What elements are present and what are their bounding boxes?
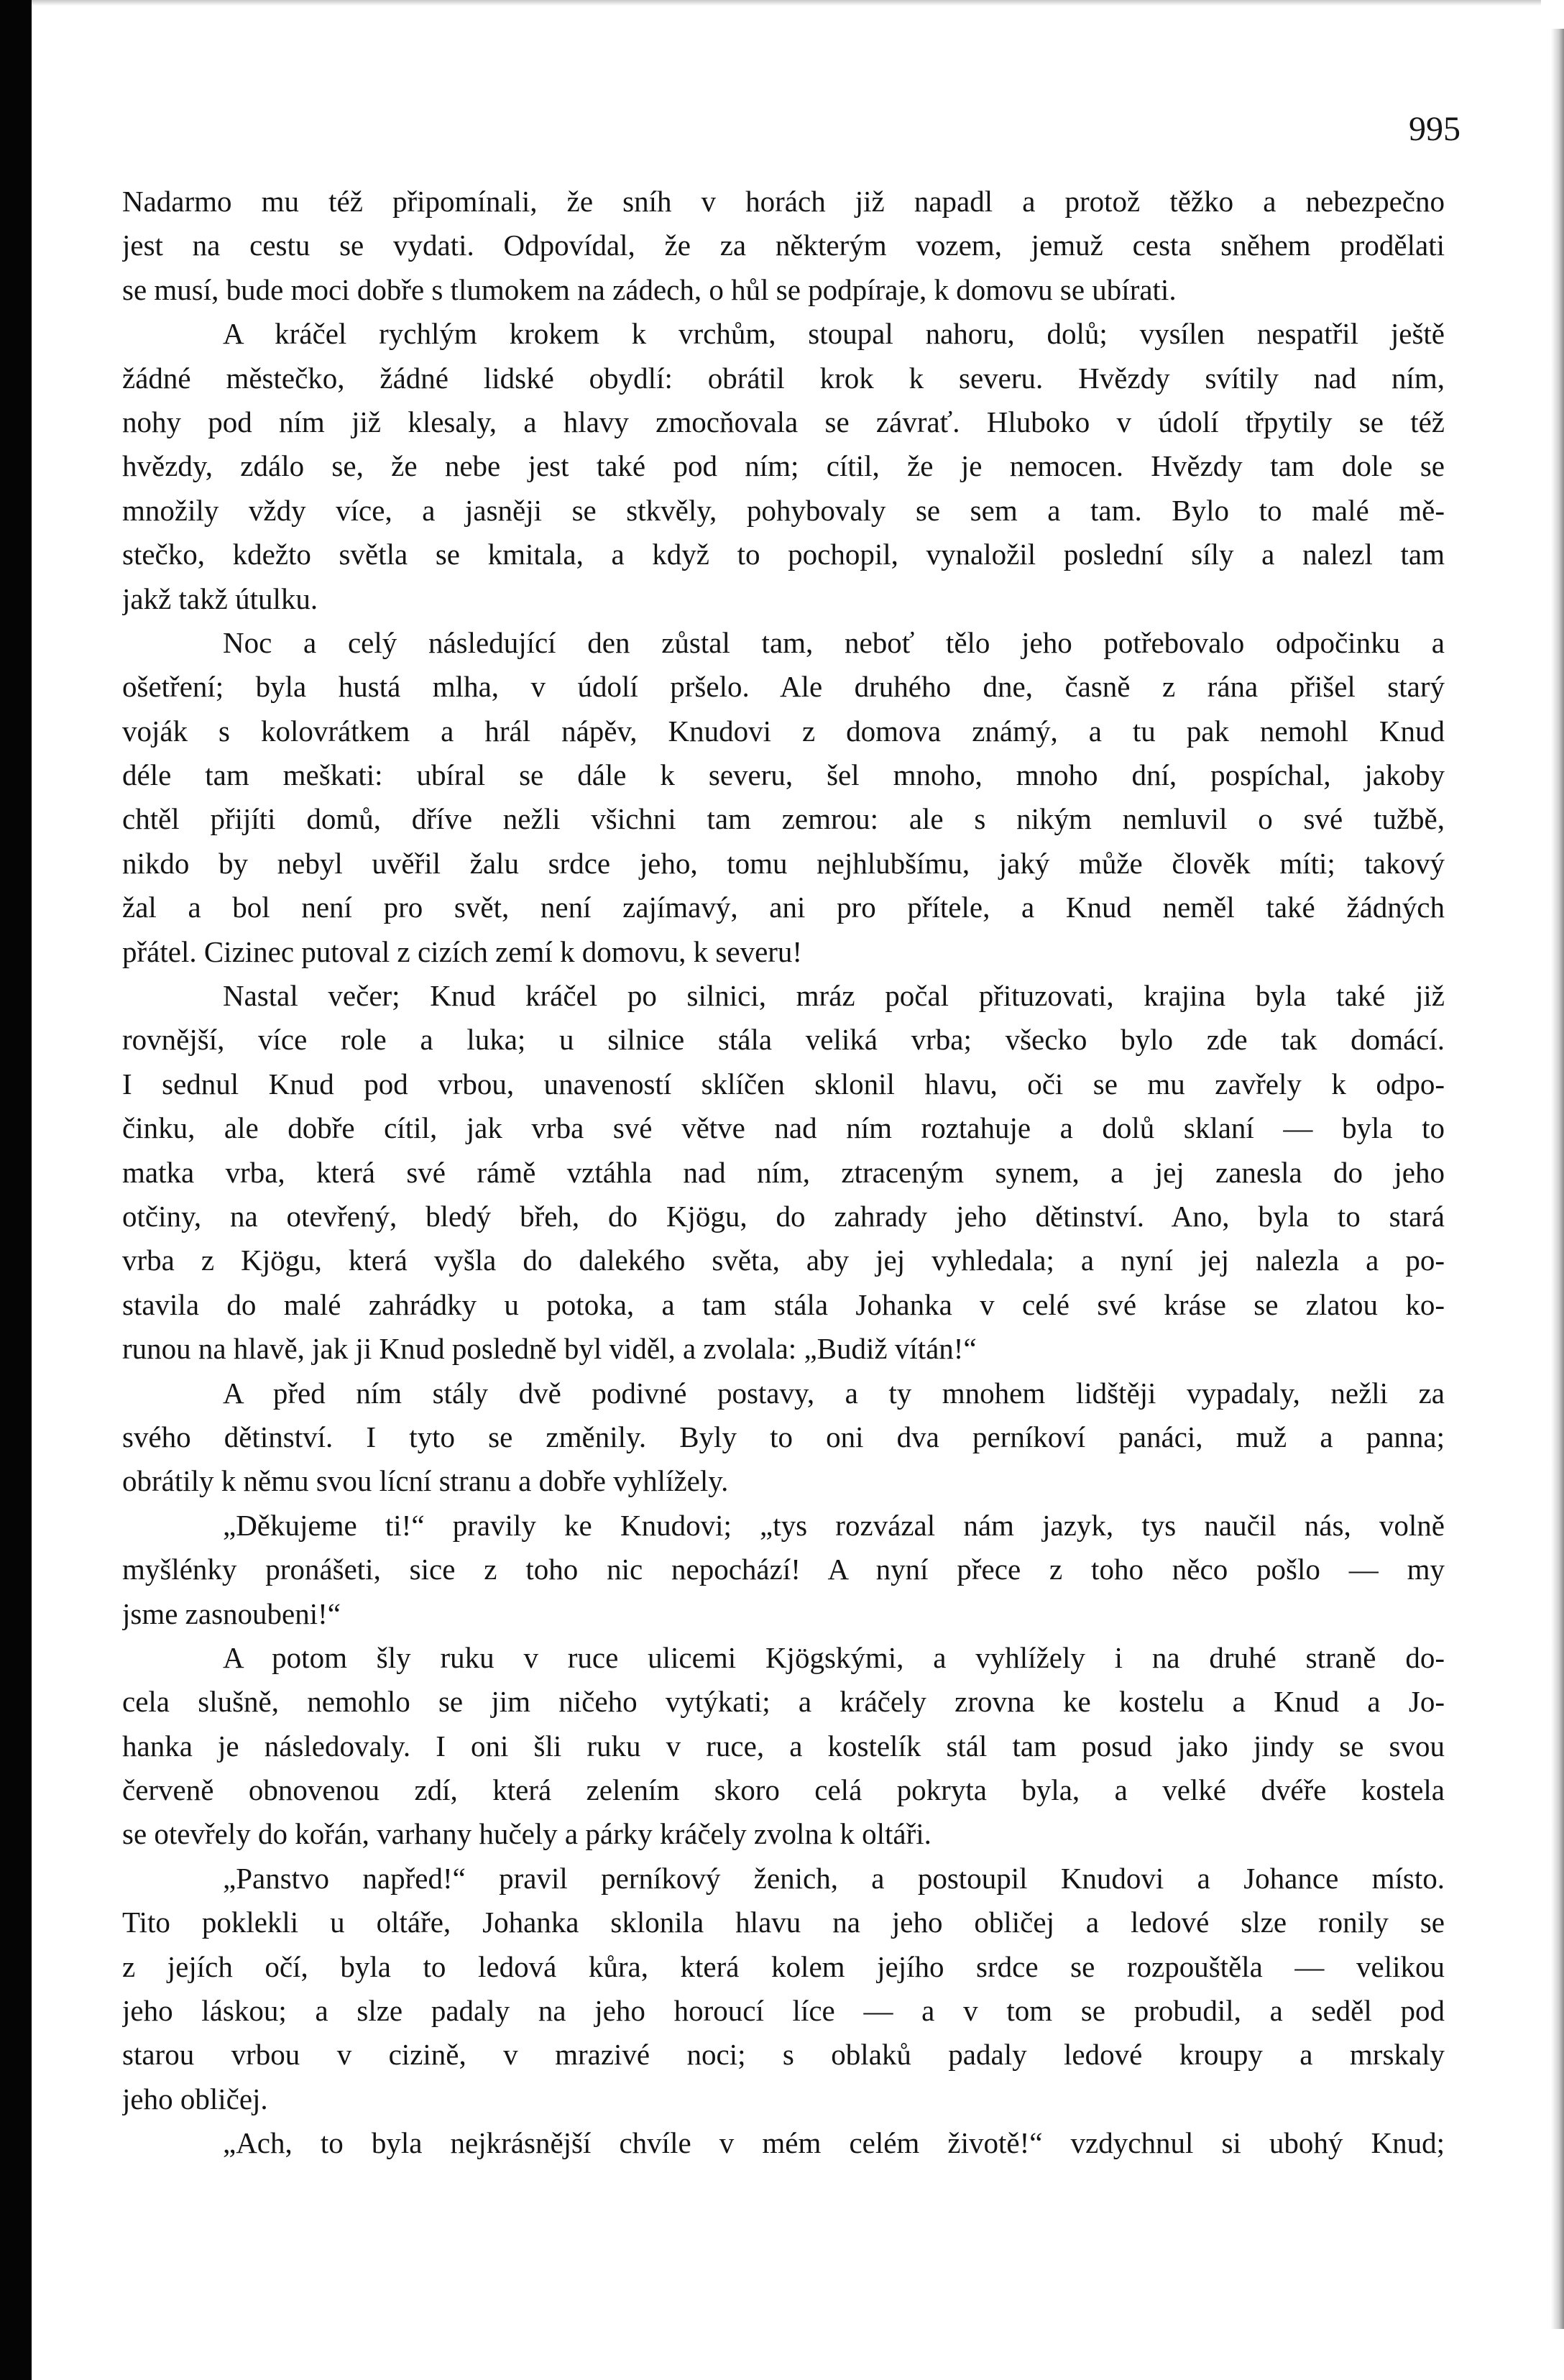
text-line: jsme zasnoubeni!“ bbox=[122, 1596, 341, 1630]
text-line: žádné městečko, žádné lidské obydlí: obrátil krok k severu. Hvězdy svítily nad ním, bbox=[122, 361, 1445, 395]
text-line: nikdo by nebyl uvěřil žalu srdce jeho, tomu nejhlubšímu, jaký může člověk míti; takový bbox=[122, 846, 1445, 880]
text-line: „Ach, to byla nejkrásnější chvíle v mém celém životě!“ vzdychnul si ubohý Knud; bbox=[223, 2126, 1445, 2160]
text-line: z jejích očí, byla to ledová kůra, která kolem jejího srdce se rozpouštěla — velikou bbox=[122, 1949, 1445, 1983]
text-line: obrátily k němu svou lícní stranu a dobře vyhlížely. bbox=[122, 1464, 729, 1498]
text-line: A kráčel rychlým krokem k vrchům, stoupal nahoru, dolů; vysílen nespatřil ještě bbox=[223, 317, 1445, 351]
text-line: červeně obnovenou zdí, která zelením skoro celá pokryta byla, a velké dvéře kostela bbox=[122, 1773, 1445, 1807]
text-line: A potom šly ruku v ruce ulicemi Kjögskými, a vyhlížely i na druhé straně do- bbox=[223, 1640, 1445, 1674]
scan-border-right bbox=[1551, 29, 1564, 2329]
text-line: činku, ale dobře cítil, jak vrba své větve nad ním roztahuje a dolů sklaní — byla to bbox=[122, 1111, 1445, 1145]
text-line: jakž takž útulku. bbox=[122, 582, 318, 615]
text-line: déle tam meškati: ubíral se dále k severu, šel mnoho, mnoho dní, pospíchal, jakoby bbox=[122, 758, 1445, 792]
text-line: runou na hlavě, jak ji Knud posledně byl viděl, a zvolala: „Budiž vítán!“ bbox=[122, 1332, 977, 1366]
text-line: otčiny, na otevřený, bledý břeh, do Kjögu, do zahrady jeho dětinství. Ano, byla to stará bbox=[122, 1199, 1445, 1233]
scan-border-top bbox=[32, 0, 1541, 6]
text-line: ošetření; byla hustá mlha, v údolí pršelo. Ale druhého dne, časně z rána přišel starý bbox=[122, 670, 1445, 704]
text-line: Noc a celý následující den zůstal tam, neboť tělo jeho potřebovalo odpočinku a bbox=[223, 625, 1445, 659]
text-line: nohy pod ním již klesaly, a hlavy zmocňovala se závrať. Hluboko v údolí třpytily se též bbox=[122, 405, 1445, 438]
text-line: chtěl přijíti domů, dříve nežli všichni tam zemrou: ale s nikým nemluvil o své tužbě, bbox=[122, 802, 1445, 836]
text-line: jeho láskou; a slze padaly na jeho horoucí líce — a v tom se probudil, a seděl pod bbox=[122, 1994, 1445, 2028]
text-line: vrba z Kjögu, která vyšla do dalekého světa, aby jej vyhledala; a nyní jej nalezla a po- bbox=[122, 1244, 1445, 1277]
text-line: se musí, bude moci dobře s tlumokem na zádech, o hůl se podpíraje, k domovu se ubírati. bbox=[122, 272, 1177, 306]
text-line: stečko, kdežto světla se kmitala, a když to pochopil, vynaložil poslední síly a nalezl tam bbox=[122, 538, 1445, 571]
scan-border-left bbox=[0, 0, 32, 2380]
text-line: cela slušně, nemohlo se jim ničeho vytýkati; a kráčely zrovna ke kostelu a Knud a Jo- bbox=[122, 1685, 1445, 1719]
page-number: 995 bbox=[1409, 110, 1460, 148]
text-line: množily vždy více, a jasněji se stkvěly, pohybovaly se sem a tam. Bylo to malé mě- bbox=[122, 493, 1445, 527]
text-line: přátel. Cizinec putoval z cizích zemí k domovu, k severu! bbox=[122, 934, 803, 968]
text-line: I sednul Knud pod vrbou, unaveností sklíčen sklonil hlavu, oči se mu zavřely k odpo- bbox=[122, 1067, 1445, 1101]
text-line: se otevřely do kořán, varhany hučely a párky kráčely zvolna k oltáři. bbox=[122, 1817, 932, 1851]
text-line: voják s kolovrátkem a hrál nápěv, Knudovi z domova známý, a tu pak nemohl Knud bbox=[122, 714, 1445, 748]
text-line: A před ním stály dvě podivné postavy, a ty mnohem lidštěji vypadaly, nežli za bbox=[223, 1376, 1445, 1410]
text-line: žal a bol není pro svět, není zajímavý, ani pro přítele, a Knud neměl také žádných bbox=[122, 891, 1445, 924]
text-line: Tito poklekli u oltáře, Johanka sklonila hlavu na jeho obličej a ledové slze ronily se bbox=[122, 1906, 1445, 1939]
text-line: jest na cestu se vydati. Odpovídal, že za některým vozem, jemuž cesta sněhem prodělati bbox=[122, 229, 1445, 262]
body-text bbox=[122, 180, 1445, 2166]
text-line: starou vrbou v cizině, v mrazivé noci; s oblaků padaly ledové kroupy a mrskaly bbox=[122, 2038, 1445, 2072]
text-line: jeho obličej. bbox=[122, 2082, 268, 2115]
text-line: Nadarmo mu též připomínali, že sníh v horách již napadl a protož těžko a nebezpečno bbox=[122, 185, 1445, 218]
text-line: „Panstvo napřed!“ pravil perníkový ženich, a postoupil Knudovi a Johance místo. bbox=[223, 1861, 1445, 1895]
text-line: matka vrba, která své rámě vztáhla nad ním, ztraceným synem, a jej zanesla do jeho bbox=[122, 1155, 1445, 1189]
text-line: Nastal večer; Knud kráčel po silnici, mráz počal přituzovati, krajina byla také již bbox=[223, 979, 1445, 1013]
text-line: rovnější, více role a luka; u silnice stála veliká vrba; všecko bylo zde tak domácí. bbox=[122, 1023, 1445, 1057]
text-line: svého dětinství. I tyto se změnily. Byly to oni dva perníkoví panáci, muž a panna; bbox=[122, 1420, 1445, 1453]
text-line: myšlénky pronášeti, sice z toho nic nepochází! A nyní přece z toho něco pošlo — my bbox=[122, 1553, 1445, 1586]
text-line: hvězdy, zdálo se, že nebe jest také pod ním; cítil, že je nemocen. Hvězdy tam dole se bbox=[122, 449, 1445, 483]
text-line: hanka je následovaly. I oni šli ruku v ruce, a kostelík stál tam posud jako jindy se svou bbox=[122, 1729, 1445, 1763]
text-line: stavila do malé zahrádky u potoka, a tam stála Johanka v celé své kráse se zlatou ko- bbox=[122, 1287, 1445, 1321]
text-line: „Děkujeme ti!“ pravily ke Knudovi; „tys rozvázal nám jazyk, tys naučil nás, volně bbox=[223, 1508, 1445, 1542]
